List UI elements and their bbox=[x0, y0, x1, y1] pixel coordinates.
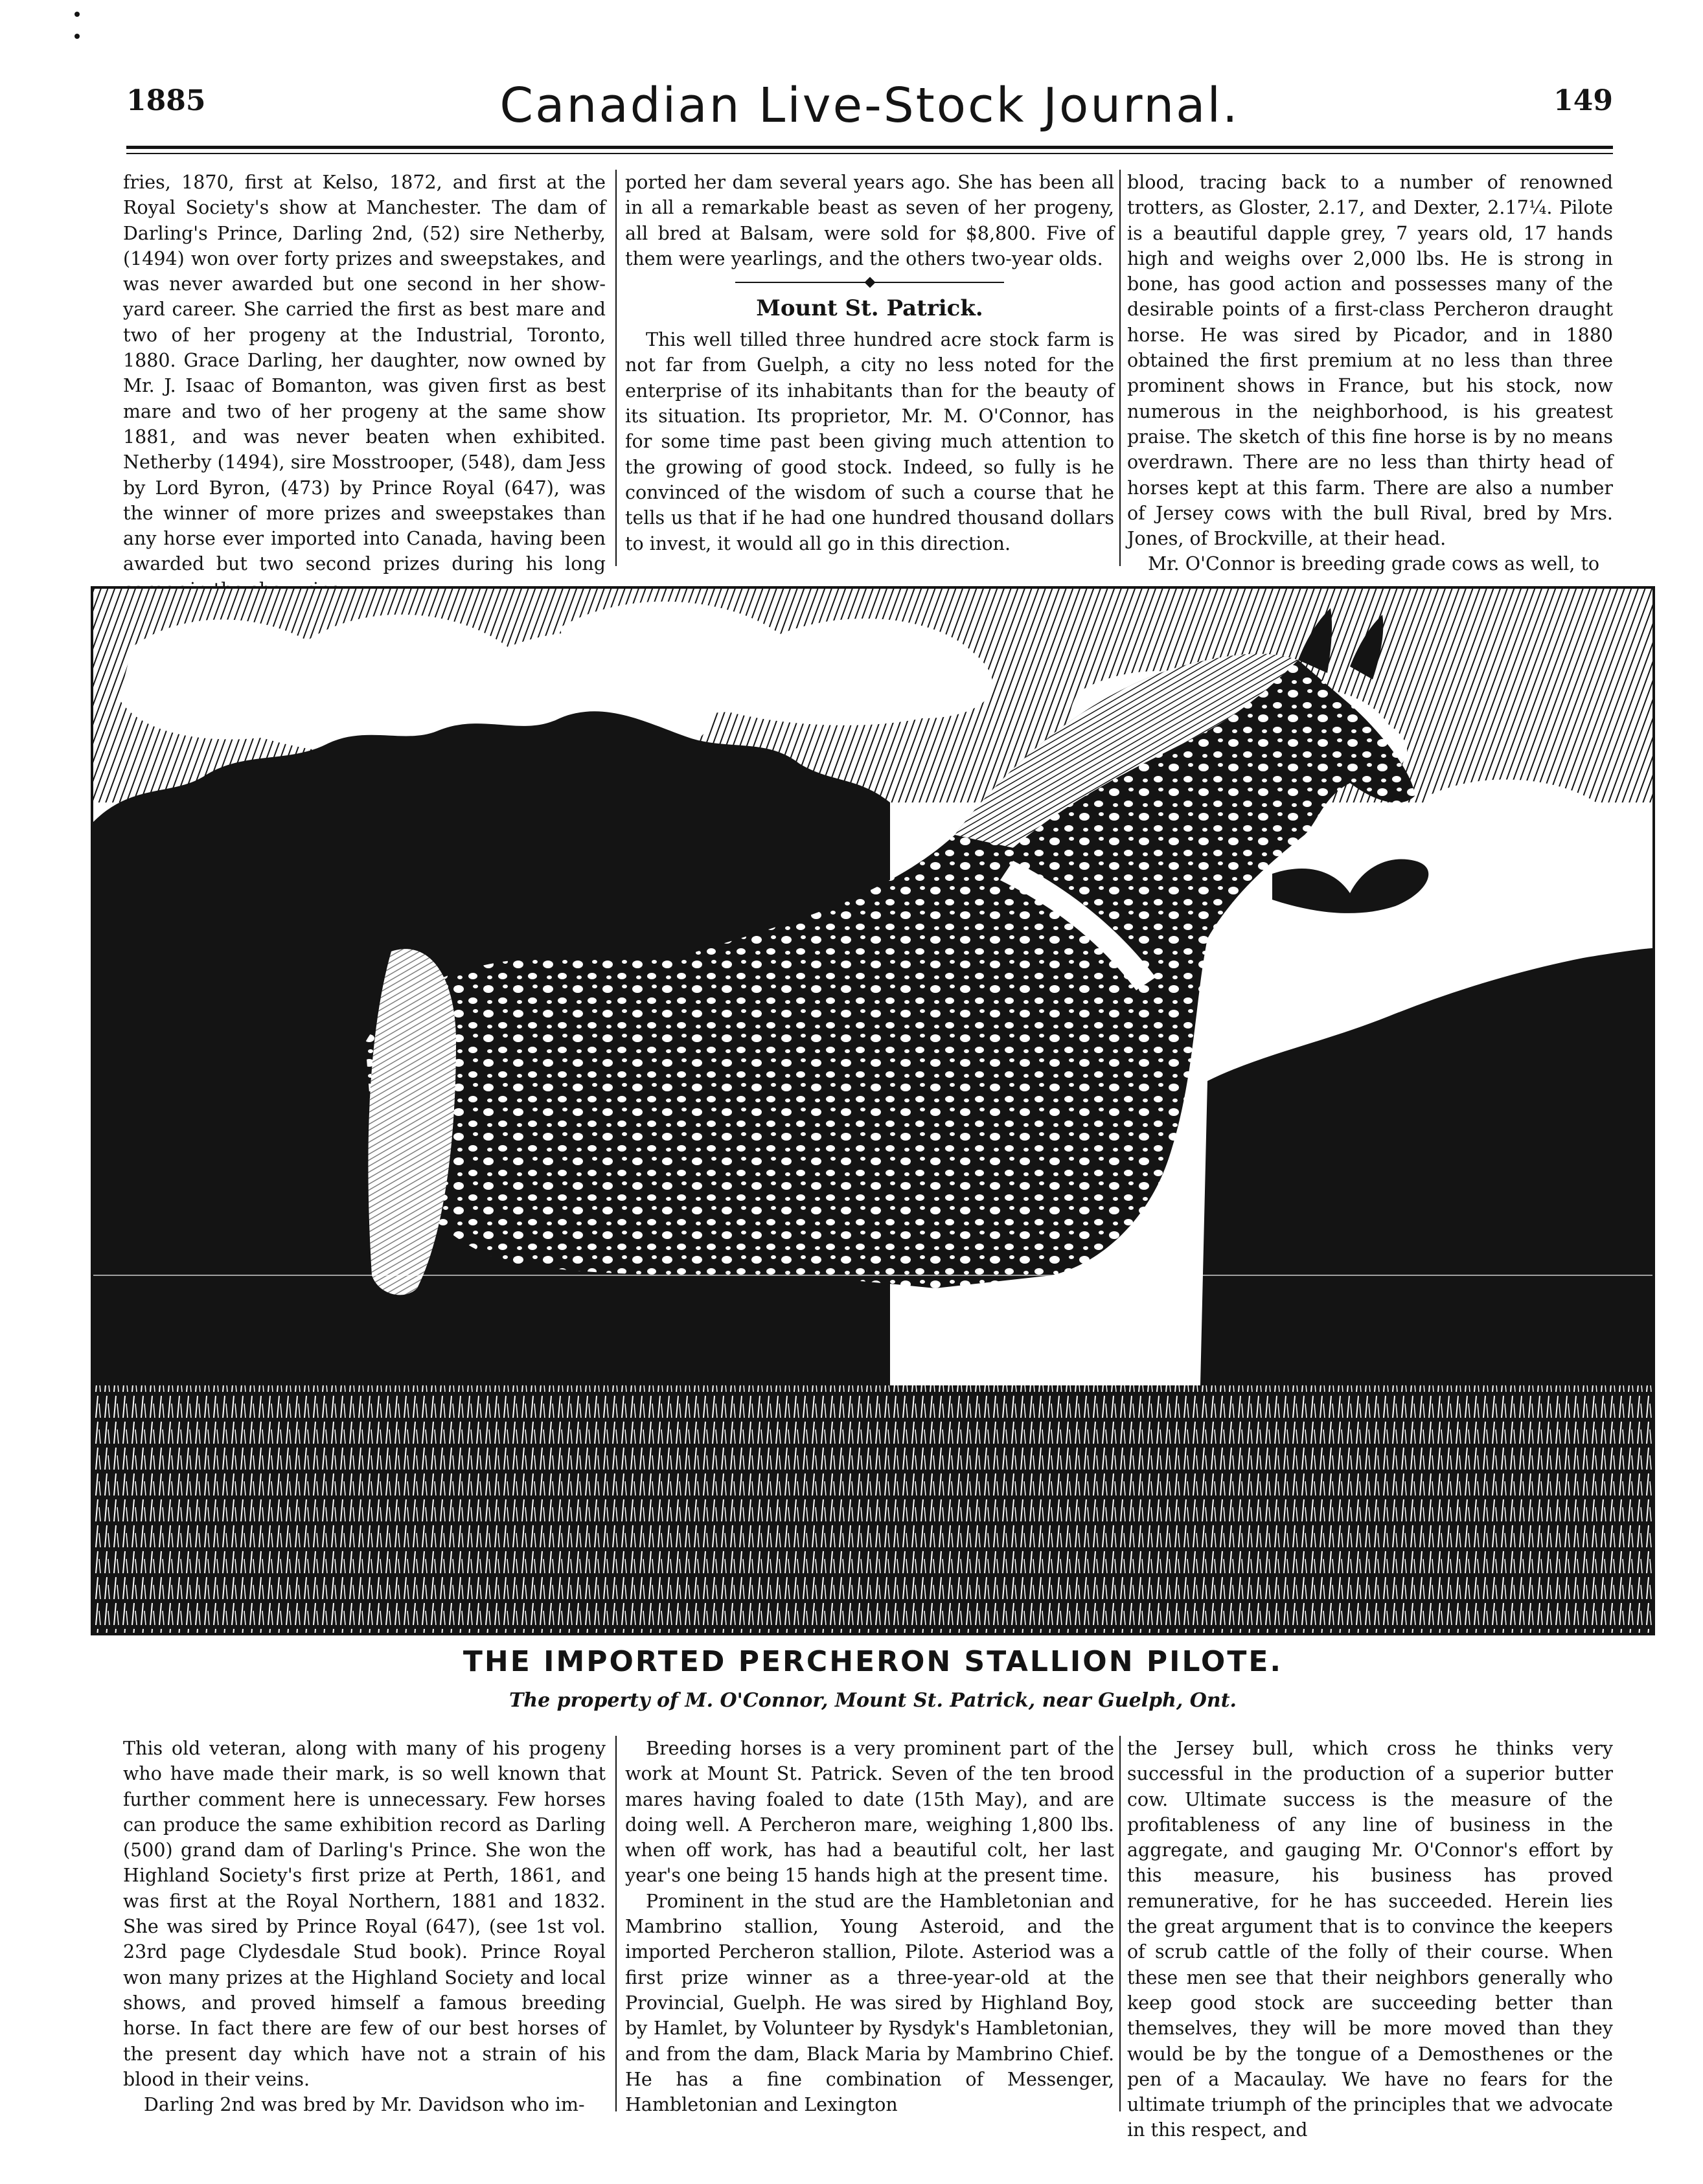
column-divider bbox=[615, 170, 617, 566]
header-rule-thin bbox=[126, 153, 1613, 154]
top-column-3 bbox=[1127, 170, 1613, 575]
illustration-caption: THE IMPORTED PERCHERON STALLION PILOTE. bbox=[463, 1645, 1283, 1678]
article-paragraph: Darling 2nd was bred by Mr. Davidson who im- bbox=[144, 2094, 585, 2116]
article-paragraph: Prominent in the stud are the Hambletonian and Mambrino stallion, Young Asteroid, and the imported Percheron stallion, Pilote. Asteriod was a first prize winner as a three-year-old at the Provincial, Guelph. He was sired by Highland Boy, by Hamlet, by Volunteer by Rysdyk's Hambletonian, and from the dam, Black Maria by Mambrino Chief. He has a fine combination of Messenger, Hambletonian and Lexington bbox=[625, 1890, 1114, 2116]
column-divider bbox=[1119, 1736, 1121, 2111]
article-paragraph: This well tilled three hundred acre stock farm is not far from Guelph, a city no less noted for the enterprise of its inhabitants than for the beauty of its situation. Its proprietor, Mr. M. O'Connor, has for some time past been giving much attention to the growing of good stock. Indeed, so fully is he convinced of the wisdom of such a course that he tells us that if he had one hundred thousand dollars to invest, it would all go in this direction. bbox=[625, 329, 1114, 554]
bottom-column-2 bbox=[625, 1736, 1114, 2116]
margin-speck bbox=[74, 12, 80, 17]
article-paragraph: the Jersey bull, which cross he thinks very successful in the production of a superior butter cow. Ultimate success is the measure of the profitableness of any line of business in the aggregate, and gauging Mr. O'Connor's effort by this measure, his business has proved remunerative, for he has succeeded. Herein lies the great argument that is to convince the keepers of scrub cattle of the folly of their course. When these men see that their neighbors generally who keep good stock are succeeding better than themselves, they will be more moved than they would be by the tongue of a Demosthenes or the pen of a Macaulay. We have no fears for the ultimate triumph of the principles that we advocate in this respect, and bbox=[1127, 1738, 1613, 2141]
foreground-grass bbox=[93, 1385, 1652, 1633]
section-ornament bbox=[625, 278, 1114, 287]
page-number: 149 bbox=[1553, 84, 1613, 117]
section-heading: Mount St. Patrick. bbox=[756, 295, 983, 322]
page-header bbox=[126, 78, 1613, 139]
article-paragraph: Breeding horses is a very prominent part of the work at Mount St. Patrick. Seven of the ten brood mares having foaled to date (15th May), and are doing well. A Percheron mare, weighing 1,800 lbs. when off work, has had a beautiful colt, her last year's one being 15 hands high at the present time. bbox=[625, 1738, 1114, 1887]
horse-engraving bbox=[91, 586, 1655, 1635]
article-paragraph: This old veteran, along with many of his progeny who have made their mark, is so well known that further comment here is unnecessary. Few horses can produce the same exhibition record as Darling (500) grand dam of Darling's Prince. She won the Highland Society's first prize at Perth, 1861, and was first at the Royal Northern, 1881 and 1832. She was sired by Prince Royal (647), (see 1st vol. 23rd page Clydesdale Stud book). Prince Royal won many prizes at the Highland Society and local shows, and proved himself a famous breeding horse. In fact there are few of our best horses of the present day which have not a strain of his blood in their veins. bbox=[123, 1738, 606, 2090]
header-year: 1885 bbox=[126, 84, 206, 117]
column-divider bbox=[615, 1736, 617, 2111]
distant-trees bbox=[1272, 859, 1428, 913]
top-column-2 bbox=[625, 170, 1114, 565]
bottom-column-3 bbox=[1127, 1736, 1613, 2141]
article-paragraph: ported her dam several years ago. She has been all in all a remarkable beast as seven of her progeny, all bred at Balsam, were sold for $8,800. Five of them were yearlings, and the others two-year olds. bbox=[625, 172, 1114, 269]
article-paragraph: fries, 1870, first at Kelso, 1872, and first at the Royal Society's show at Manchester. The dam of Darling's Prince, Darling 2nd, (52) sire Netherby, (1494) won over forty prizes and sweepstakes, and was never awarded but one second in her show-yard career. She carried the first as best mare and two of her progeny at the Industrial, Toronto, 1880. Grace Darling, her daughter, now owned by Mr. J. Isaac of Bomanton, was given first as best mare and two of her progeny at the same show 1881, and was never beaten when exhibited. Netherby (1494), sire Mosstrooper, (548), dam Jess by Lord Byron, (473) by Prince Royal (647), was the winner of more prizes and sweepstakes than any horse ever imported into Canada, having been awarded but two second prizes during his long bbox=[123, 172, 606, 575]
bottom-column-1 bbox=[123, 1736, 606, 2116]
column-divider bbox=[1119, 170, 1121, 566]
top-column-1 bbox=[123, 170, 606, 575]
illustration-subcaption: The property of M. O'Connor, Mount St. Patrick, near Guelph, Ont. bbox=[509, 1689, 1237, 1712]
article-paragraph: Mr. O'Connor is breeding grade cows as well, to bbox=[1148, 553, 1600, 575]
article-paragraph: blood, tracing back to a number of renowned trotters, as Gloster, 2.17, and Dexter, 2.17¼. Pilote is a beautiful dapple grey, 7 years old, 17 hands high and weighs over 2,000 lbs. He is strong in bone, has good action and possesses many of the desirable points of a first-class Percheron draught horse. He was sired by Picador, and in 1880 obtained the first premium at no less than three prominent shows in France, but his stock, now numerous in the neighborhood, is his greatest praise. The sketch of this fine horse is by no means overdrawn. There are no less than thirty head of horses kept at this farm. There are also a number of Jersey cows with the bull Rival, bred by Mrs. Jones, of Brockville, at their head. bbox=[1127, 172, 1613, 550]
journal-title: Canadian Live-Stock Journal. bbox=[499, 78, 1240, 133]
margin-speck bbox=[74, 34, 80, 39]
header-rule bbox=[126, 146, 1613, 149]
